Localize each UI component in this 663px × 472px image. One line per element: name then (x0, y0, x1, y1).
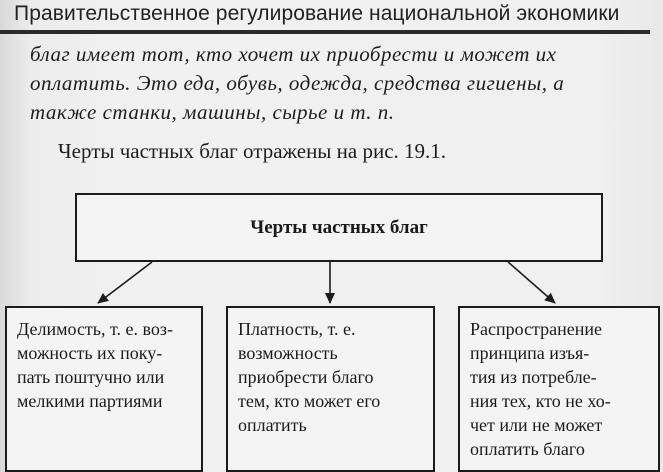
diagram-main-label: Черты частных благ (250, 216, 428, 238)
figure-reference-sentence: Черты частных благ отражены на рис. 19.1. (58, 139, 447, 163)
intro-line: благ имеет тот, кто хочет их приобрести и может их (30, 42, 557, 66)
diagram-box-text: Платность, т. е. возможность приобрести благо тем, кто может его оплатить (238, 319, 381, 435)
diagram-box-exclusion (458, 306, 660, 472)
diagram-box-text: Распространение принципа изъя- тия из потребле- ния тех, кто не хо- чет или не может оплатить благо (470, 319, 611, 459)
running-header: Правительственное регулирование национальной экономики (14, 2, 620, 25)
diagram-box-text: Делимость, т. е. воз- можность их поку- пать поштучно или мелкими партиями (17, 319, 173, 411)
arrow-left (98, 262, 152, 303)
diagram-box-payment (226, 306, 435, 472)
arrow-right (508, 262, 555, 303)
diagram-main-box (75, 193, 603, 262)
intro-line: также станки, машины, сырье и т. п. (30, 100, 395, 124)
intro-line: оплатить. Это еда, обувь, одежда, средства гигиены, а (30, 71, 565, 95)
intro-paragraph (30, 40, 650, 127)
header-rule (0, 30, 650, 34)
diagram-box-divisibility (5, 306, 203, 472)
